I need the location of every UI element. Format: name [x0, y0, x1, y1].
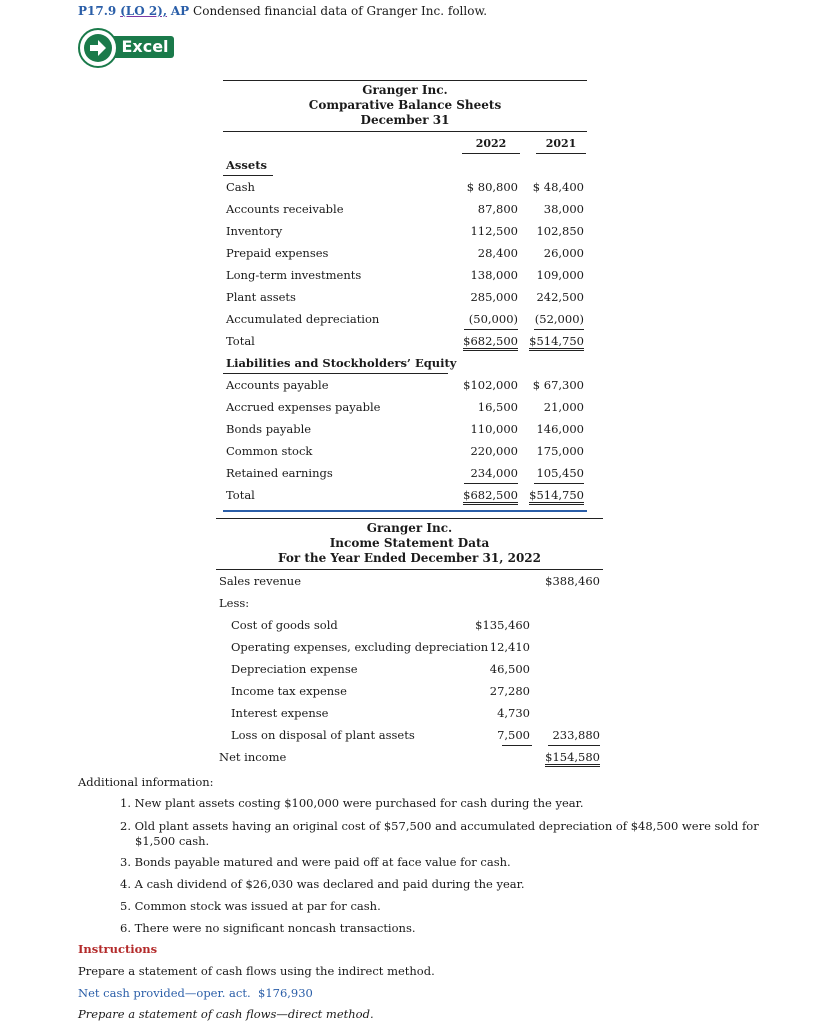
liab-label: Accounts payable	[226, 378, 329, 392]
is-company: Granger Inc.	[366, 521, 453, 535]
assets-total-label: Total	[226, 334, 255, 348]
asset-2022: (50,000)	[468, 312, 518, 326]
check-figure-value: $176,930	[258, 986, 313, 1000]
instructions-task-direct: Prepare a statement of cash flows—direct method.	[78, 1007, 374, 1021]
liab-2022: 234,000	[470, 466, 518, 480]
liab-2022: $102,000	[463, 378, 518, 392]
info-item: 4. A cash dividend of $26,030 was declared and paid during the year.	[120, 877, 525, 891]
expense-label: Income tax expense	[231, 684, 347, 698]
expense-value: 46,500	[489, 662, 530, 676]
expense-label: Operating expenses, excluding depreciation	[231, 640, 489, 654]
assets-total-2022: $682,500	[440, 334, 518, 348]
expense-label: Depreciation expense	[231, 662, 358, 676]
info-item: 3. Bonds payable matured and were paid off at face value for cash.	[120, 855, 511, 869]
is-period: For the Year Ended December 31, 2022	[277, 551, 541, 565]
asset-label: Plant assets	[226, 290, 296, 304]
liab-2021: 146,000	[536, 422, 584, 436]
problem-ap: AP	[170, 4, 190, 18]
asset-2021: 26,000	[543, 246, 584, 260]
expense-value: 4,730	[497, 706, 530, 720]
excel-label: Excel	[108, 36, 174, 58]
check-figure-label: Net cash provided—oper. act.	[78, 986, 251, 1000]
net-income-label: Net income	[219, 750, 287, 764]
asset-label: Cash	[226, 180, 255, 194]
expense-value: 27,280	[489, 684, 530, 698]
bs-title: Comparative Balance Sheets	[308, 98, 502, 112]
asset-2022: 138,000	[470, 268, 518, 282]
expense-value: 7,500	[497, 728, 530, 742]
liab-2022: 220,000	[470, 444, 518, 458]
asset-label: Inventory	[226, 224, 283, 238]
asset-label: Accounts receivable	[226, 202, 344, 216]
bs-company: Granger Inc.	[362, 83, 448, 97]
expense-value: 12,410	[489, 640, 530, 654]
asset-2022: 87,800	[477, 202, 518, 216]
asset-2022: 112,500	[470, 224, 518, 238]
liab-total-label: Total	[226, 488, 255, 502]
asset-2021: (52,000)	[534, 312, 584, 326]
asset-label: Long-term investments	[226, 268, 362, 282]
problem-text: Condensed financial data of Granger Inc. follow.	[193, 4, 488, 18]
asset-2022: $ 80,800	[466, 180, 518, 194]
info-item: 2. Old plant assets having an original cost of $57,500 and accumulated depreciation of $48,500 were sold for	[120, 819, 759, 833]
liab-heading: Liabilities and Stockholders’ Equity	[226, 356, 457, 370]
additional-heading: Additional information:	[78, 775, 214, 789]
problem-header	[78, 4, 487, 18]
asset-2022: 28,400	[477, 246, 518, 260]
net-income-value: $154,580	[530, 750, 600, 764]
asset-label: Prepaid expenses	[226, 246, 329, 260]
less-label: Less:	[219, 596, 250, 610]
info-item: 5. Common stock was issued at par for cash.	[120, 899, 381, 913]
liab-2022: 16,500	[477, 400, 518, 414]
instructions-heading: Instructions	[78, 942, 158, 956]
liab-2021: 21,000	[543, 400, 584, 414]
info-item: 1. New plant assets costing $100,000 were purchased for cash during the year.	[120, 796, 584, 810]
liab-total-2022: $682,500	[440, 488, 518, 502]
asset-2021: 242,500	[536, 290, 584, 304]
liab-label: Bonds payable	[226, 422, 312, 436]
excel-badge[interactable]	[78, 28, 174, 66]
excel-circle	[78, 28, 118, 68]
asset-2021: 102,850	[536, 224, 584, 238]
info-item: 6. There were no significant noncash transactions.	[120, 921, 416, 935]
problem-id: P17.9	[78, 4, 117, 18]
total-expenses: 233,880	[552, 728, 600, 742]
arrow-right-icon	[84, 34, 112, 62]
asset-2021: $ 48,400	[532, 180, 584, 194]
expense-label: Cost of goods sold	[231, 618, 338, 632]
assets-total-2021: $514,750	[520, 334, 584, 348]
bs-col-2021: 2021	[545, 137, 577, 150]
liab-2021: 175,000	[536, 444, 584, 458]
asset-2021: 109,000	[536, 268, 584, 282]
bs-col-2022: 2022	[475, 137, 507, 150]
sales-value: $388,460	[545, 574, 600, 588]
asset-2021: 38,000	[543, 202, 584, 216]
is-title: Income Statement Data	[329, 536, 490, 550]
assets-heading: Assets	[226, 158, 267, 172]
info-item-cont: $1,500 cash.	[135, 834, 210, 848]
expense-label: Interest expense	[231, 706, 329, 720]
bs-date: December 31	[360, 113, 450, 127]
expense-value: $135,460	[475, 618, 530, 632]
liab-total-2021: $514,750	[520, 488, 584, 502]
liab-label: Common stock	[226, 444, 313, 458]
instructions-task: Prepare a statement of cash flows using the indirect method.	[78, 964, 435, 978]
liab-label: Retained earnings	[226, 466, 333, 480]
asset-label: Accumulated depreciation	[226, 312, 380, 326]
liab-label: Accrued expenses payable	[226, 400, 381, 414]
sales-label: Sales revenue	[219, 574, 301, 588]
liab-2021: $ 67,300	[532, 378, 584, 392]
asset-2022: 285,000	[470, 290, 518, 304]
learning-objective-link[interactable]: (LO 2),	[120, 4, 168, 18]
expense-label: Loss on disposal of plant assets	[231, 728, 415, 742]
liab-2022: 110,000	[470, 422, 518, 436]
liab-2021: 105,450	[536, 466, 584, 480]
